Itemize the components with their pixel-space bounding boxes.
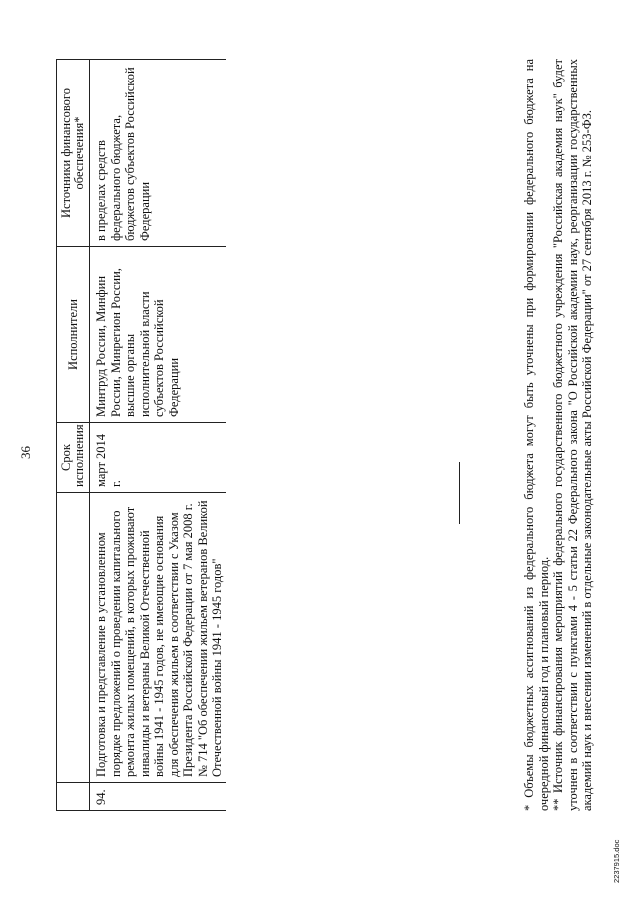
footnote-separator bbox=[459, 462, 460, 524]
page-number: 36 bbox=[18, 446, 33, 459]
header-sources: Источники финансового обеспечения* bbox=[57, 60, 90, 247]
row-number: 94. bbox=[90, 783, 226, 811]
row-sources: в пределах средств федерального бюджета, бюджетов субъектов Российской Федерации bbox=[90, 60, 226, 247]
row-name: Подготовка и представление в установленном порядке предложений о проведении капитального ремонта жилых помещений, в которых проживают инвалиды и ветераны Великой Отечественной войны 1941 - 1945 годов, не имеющие основания для обеспечения жильем в соответствии с Указом Президента Российской Федерации от 7 мая 2008 г. № 714 "Об обеспечении жильем ветеранов Великой Отечественной войны 1941 - 1945 годов" bbox=[90, 493, 226, 783]
table-row bbox=[90, 60, 226, 811]
row-term: март 2014 г. bbox=[90, 423, 226, 493]
footnote-1: * Объемы бюджетных ассигнований из федерального бюджета могут быть уточнены при формировании федерального бюджета на очередной финансовый год и плановый период. bbox=[522, 59, 551, 811]
footnote-2: ** Источник финансирования мероприятий федерального государственного бюджетного учреждения "Российская академия наук" будет уточнен в соответствии с пунктами 4 - 5 статьи 22 Федерального закона "О Российской академии наук, реорганизации государственных академий наук и внесении изменений в отдельные законодательные акты Российской Федерации" от 27 сентября 2013 г. № 253-ФЗ. bbox=[551, 59, 594, 811]
header-name bbox=[57, 493, 90, 783]
document-code: 2237915.doc bbox=[612, 839, 621, 883]
footnotes bbox=[522, 59, 595, 811]
header-number bbox=[57, 783, 90, 811]
table-header-row bbox=[57, 60, 90, 811]
header-executors: Исполнители bbox=[57, 247, 90, 423]
row-executors: Минтруд России, Минфин России, Минрегион России, высшие органы исполнительной власти субъектов Российской Федерации bbox=[90, 247, 226, 423]
header-term: Срок исполнения bbox=[57, 423, 90, 493]
plan-table bbox=[56, 59, 226, 811]
